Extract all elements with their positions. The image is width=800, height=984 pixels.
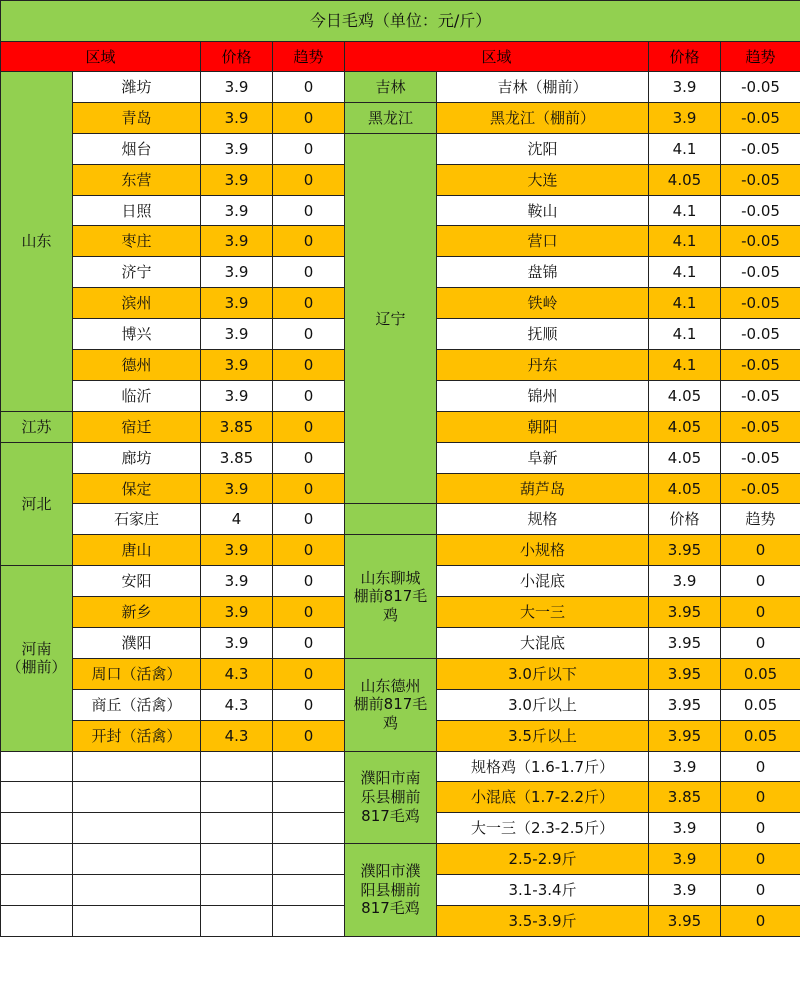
trend-value: 0 [273,628,345,659]
trend-value: -0.05 [721,288,800,319]
city-name: 锦州 [437,380,649,411]
province-label: 濮阳市南 乐县棚前 817毛鸡 [345,751,437,844]
trend-value: 0 [273,319,345,350]
city-name: 阜新 [437,442,649,473]
header-price: 价格 [649,42,721,72]
price-value: 4 [201,504,273,535]
city-name: 临沂 [73,380,201,411]
empty-cell [201,813,273,844]
trend-value: 0 [273,473,345,504]
price-value: 4.05 [649,380,721,411]
empty-cell [1,813,73,844]
trend-value: 0.05 [721,720,800,751]
province-label: 吉林 [345,72,437,103]
province-label: 山东 [1,72,73,412]
city-name: 烟台 [73,133,201,164]
price-value: 3.9 [201,350,273,381]
trend-value: 0 [721,535,800,566]
city-name: 小混底（1.7-2.2斤） [437,782,649,813]
price-value: 3.9 [649,844,721,875]
trend-value: -0.05 [721,319,800,350]
table-row [1,658,800,689]
city-name: 大混底 [437,628,649,659]
city-name: 规格鸡（1.6-1.7斤） [437,751,649,782]
spec-header-trend: 趋势 [721,504,800,535]
trend-value: 0 [721,751,800,782]
price-value: 3.9 [201,257,273,288]
price-value: 3.85 [201,442,273,473]
city-name: 潍坊 [73,72,201,103]
trend-value: -0.05 [721,411,800,442]
empty-cell [201,906,273,937]
trend-value: 0 [273,411,345,442]
city-name: 石家庄 [73,504,201,535]
city-name: 鞍山 [437,195,649,226]
price-value: 3.9 [201,473,273,504]
city-name: 保定 [73,473,201,504]
city-name: 德州 [73,350,201,381]
trend-value: 0 [273,720,345,751]
price-value: 3.95 [649,535,721,566]
empty-cell [201,751,273,782]
page-title: 今日毛鸡（单位：元/斤） [1,1,800,42]
empty-cell [273,813,345,844]
empty-cell [73,751,201,782]
province-label [345,504,437,535]
trend-value: 0 [273,133,345,164]
empty-cell [1,782,73,813]
price-value: 4.05 [649,442,721,473]
city-name: 大一三（2.3-2.5斤） [437,813,649,844]
trend-value: 0 [273,288,345,319]
trend-value: 0.05 [721,689,800,720]
price-value: 3.9 [649,72,721,103]
trend-value: 0 [273,102,345,133]
price-value: 4.1 [649,257,721,288]
city-name: 安阳 [73,566,201,597]
city-name: 唐山 [73,535,201,566]
trend-value: 0 [273,257,345,288]
trend-value: 0 [273,350,345,381]
city-name: 丹东 [437,350,649,381]
spec-header-price: 价格 [649,504,721,535]
price-value: 3.9 [201,195,273,226]
header-row [1,42,800,72]
trend-value: 0 [721,875,800,906]
city-name: 周口（活禽） [73,658,201,689]
price-value: 3.9 [201,597,273,628]
table-row [1,535,800,566]
price-value: 3.9 [201,535,273,566]
empty-cell [273,875,345,906]
trend-value: 0 [273,380,345,411]
province-label: 黑龙江 [345,102,437,133]
price-value: 4.05 [649,164,721,195]
price-value: 3.85 [649,782,721,813]
empty-cell [273,751,345,782]
trend-value: 0 [721,844,800,875]
city-name: 东营 [73,164,201,195]
header-trend: 趋势 [721,42,800,72]
province-label: 山东聊城 棚前817毛 鸡 [345,535,437,659]
spec-header-name: 规格 [437,504,649,535]
trend-value: -0.05 [721,257,800,288]
table-row [1,102,800,133]
city-name: 3.5斤以上 [437,720,649,751]
empty-cell [273,782,345,813]
price-value: 3.9 [201,380,273,411]
trend-value: -0.05 [721,226,800,257]
city-name: 宿迁 [73,411,201,442]
empty-cell [73,875,201,906]
trend-value: -0.05 [721,195,800,226]
table-row [1,72,800,103]
price-value: 4.3 [201,720,273,751]
trend-value: -0.05 [721,133,800,164]
trend-value: 0 [273,597,345,628]
trend-value: -0.05 [721,72,800,103]
province-label: 辽宁 [345,133,437,504]
trend-value: -0.05 [721,350,800,381]
price-value: 3.9 [201,102,273,133]
price-value: 3.95 [649,720,721,751]
price-value: 3.9 [201,226,273,257]
city-name: 盘锦 [437,257,649,288]
trend-value: 0 [273,535,345,566]
city-name: 新乡 [73,597,201,628]
price-value: 3.9 [649,751,721,782]
table-row [1,751,800,782]
trend-value: 0 [721,906,800,937]
price-value: 3.95 [649,597,721,628]
price-value: 3.9 [201,566,273,597]
table-row [1,504,800,535]
empty-cell [201,844,273,875]
header-price: 价格 [201,42,273,72]
empty-cell [73,844,201,875]
trend-value: 0 [273,566,345,597]
trend-value: -0.05 [721,473,800,504]
table-row [1,133,800,164]
trend-value: 0 [273,72,345,103]
price-value: 3.95 [649,906,721,937]
trend-value: 0 [273,164,345,195]
price-value: 3.9 [201,319,273,350]
empty-cell [273,906,345,937]
trend-value: 0 [721,628,800,659]
city-name: 开封（活禽） [73,720,201,751]
province-label: 河北 [1,442,73,566]
province-label: 江苏 [1,411,73,442]
city-name: 抚顺 [437,319,649,350]
empty-cell [1,751,73,782]
price-value: 3.9 [201,72,273,103]
header-region: 区域 [345,42,649,72]
city-name: 济宁 [73,257,201,288]
price-value: 4.05 [649,473,721,504]
price-value: 3.85 [201,411,273,442]
price-value: 4.1 [649,226,721,257]
trend-value: 0 [721,782,800,813]
province-label: 河南 （棚前） [1,566,73,751]
city-name: 3.5-3.9斤 [437,906,649,937]
trend-value: -0.05 [721,102,800,133]
price-value: 4.1 [649,195,721,226]
trend-value: 0 [273,689,345,720]
trend-value: -0.05 [721,442,800,473]
price-value: 4.05 [649,411,721,442]
price-value: 4.3 [201,689,273,720]
province-label: 濮阳市濮 阳县棚前 817毛鸡 [345,844,437,937]
trend-value: 0 [721,597,800,628]
province-label: 山东德州 棚前817毛 鸡 [345,658,437,751]
city-name: 濮阳 [73,628,201,659]
price-value: 3.9 [201,628,273,659]
price-value: 3.9 [649,566,721,597]
trend-value: 0 [273,658,345,689]
city-name: 小规格 [437,535,649,566]
city-name: 黑龙江（棚前） [437,102,649,133]
trend-value: -0.05 [721,164,800,195]
trend-value: 0 [273,504,345,535]
city-name: 铁岭 [437,288,649,319]
city-name: 大一三 [437,597,649,628]
city-name: 博兴 [73,319,201,350]
city-name: 2.5-2.9斤 [437,844,649,875]
city-name: 小混底 [437,566,649,597]
trend-value: 0 [721,813,800,844]
city-name: 3.0斤以下 [437,658,649,689]
price-value: 3.9 [201,164,273,195]
trend-value: 0 [273,195,345,226]
price-value: 3.95 [649,689,721,720]
price-value: 4.3 [201,658,273,689]
price-value: 3.9 [649,875,721,906]
price-value: 4.1 [649,350,721,381]
empty-cell [73,782,201,813]
price-value: 4.1 [649,133,721,164]
header-region: 区域 [1,42,201,72]
city-name: 3.0斤以上 [437,689,649,720]
city-name: 吉林（棚前） [437,72,649,103]
price-value: 3.9 [201,133,273,164]
empty-cell [1,906,73,937]
city-name: 枣庄 [73,226,201,257]
city-name: 廊坊 [73,442,201,473]
price-value: 3.9 [201,288,273,319]
price-value: 4.1 [649,288,721,319]
header-trend: 趋势 [273,42,345,72]
city-name: 营口 [437,226,649,257]
trend-value: 0.05 [721,658,800,689]
city-name: 商丘（活禽） [73,689,201,720]
price-value: 3.9 [649,813,721,844]
price-value: 3.95 [649,658,721,689]
city-name: 朝阳 [437,411,649,442]
trend-value: 0 [721,566,800,597]
trend-value: 0 [273,442,345,473]
city-name: 3.1-3.4斤 [437,875,649,906]
price-value: 3.95 [649,628,721,659]
city-name: 日照 [73,195,201,226]
empty-cell [1,875,73,906]
city-name: 滨州 [73,288,201,319]
empty-cell [73,813,201,844]
empty-cell [201,875,273,906]
empty-cell [1,844,73,875]
city-name: 大连 [437,164,649,195]
price-value: 3.9 [649,102,721,133]
trend-value: 0 [273,226,345,257]
empty-cell [201,782,273,813]
empty-cell [73,906,201,937]
price-value: 4.1 [649,319,721,350]
city-name: 青岛 [73,102,201,133]
city-name: 葫芦岛 [437,473,649,504]
table-row [1,844,800,875]
city-name: 沈阳 [437,133,649,164]
empty-cell [273,844,345,875]
trend-value: -0.05 [721,380,800,411]
